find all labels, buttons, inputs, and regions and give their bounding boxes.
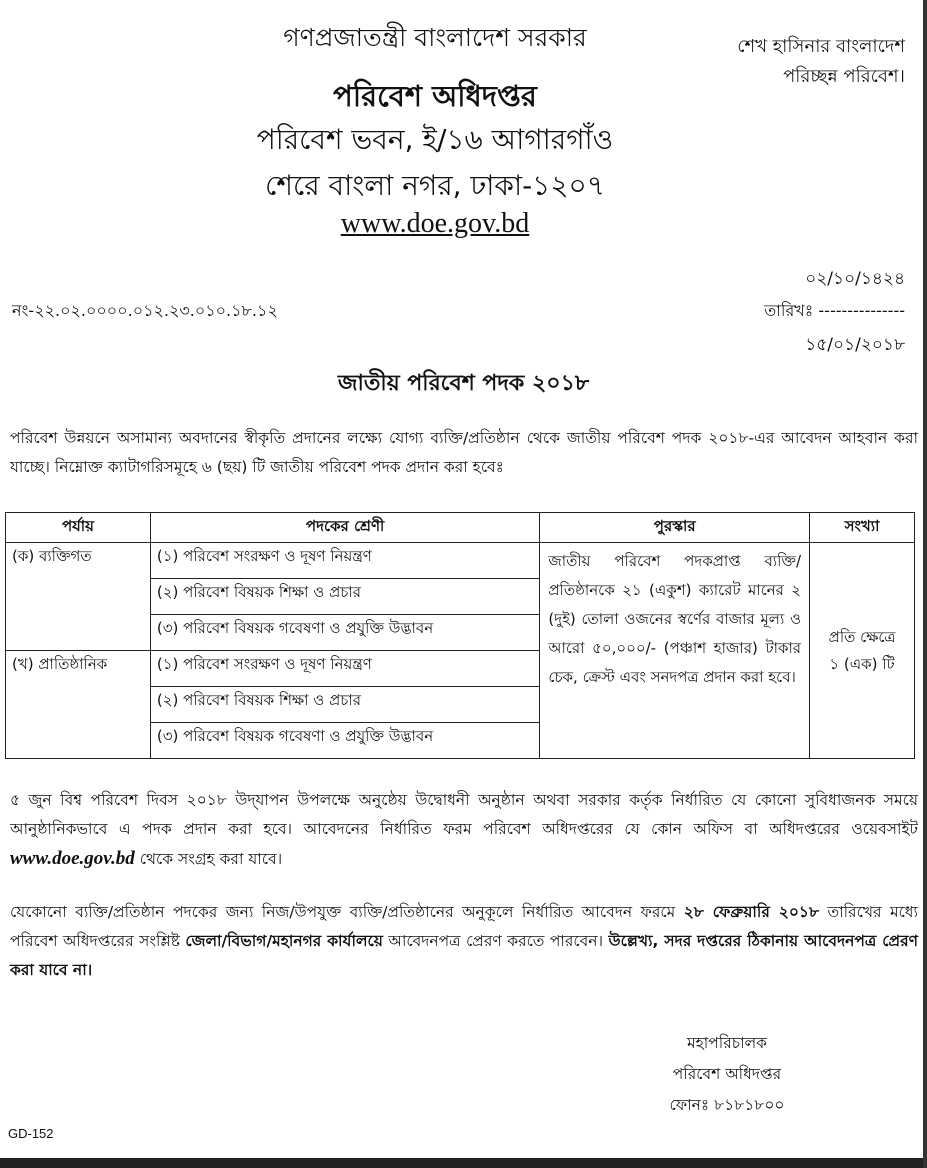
- notice-title: জাতীয় পরিবেশ পদক ২০১৮: [337, 371, 590, 396]
- category-cell: (৩) পরিবেশ বিষয়ক গবেষণা ও প্রযুক্তি উদ্ভাবন: [150, 723, 539, 759]
- deadline-date: ২৮ ফেব্রুয়ারি ২০১৮: [683, 903, 820, 921]
- date-bangla: ০২/১০/১৪২৪: [805, 269, 905, 289]
- slogan-line-1: শেখ হাসিনার বাংলাদেশ: [737, 36, 905, 57]
- website-header: [0, 208, 870, 240]
- ceremony-text-end: থেকে সংগ্রহ করা যাবে।: [134, 850, 283, 868]
- department-name: পরিবেশ অধিদপ্তর: [333, 79, 537, 113]
- category-cell: (৩) পরিবেশ বিষয়ক গবেষণা ও প্রযুক্তি উদ্ভাবন: [150, 615, 539, 651]
- date-english: ১৫/০১/২০১৮: [805, 335, 905, 355]
- level-individual: (ক) ব্যক্তিগত: [6, 543, 151, 651]
- website-link[interactable]: www.doe.gov.bd: [340, 208, 530, 239]
- header-category: পদকের শ্রেণী: [150, 513, 539, 543]
- signatory-phone: ফোনঃ ৮১৮১৮০০: [669, 1096, 785, 1114]
- application-text-1: যেকোনো ব্যক্তি/প্রতিষ্ঠান পদকের জন্য নিজ/উপযুক্ত ব্যক্তি/প্রতিষ্ঠানের অনুকূলে নির্ধারিত আবেদন ফরমে: [10, 903, 684, 921]
- date-label: তারিখঃ ---------------: [764, 301, 905, 320]
- header-level: পর্যায়: [6, 513, 151, 543]
- slogan-line-2: পরিচ্ছন্ন পরিবেশ।: [783, 66, 905, 87]
- address-line-2: শেরে বাংলা নগর, ঢাকা-১২০৭: [265, 169, 605, 202]
- office-types: জেলা/বিভাগ/মহানগর কার্যালয়ে: [185, 932, 383, 950]
- government-name: গণপ্রজাতন্ত্রী বাংলাদেশ সরকার: [283, 23, 587, 52]
- application-paragraph: [10, 898, 918, 985]
- category-cell: (২) পরিবেশ বিষয়ক শিক্ষা ও প্রচার: [150, 687, 539, 723]
- signature-block: [627, 1028, 827, 1121]
- scan-border-bottom: [0, 1158, 927, 1168]
- count-cell: [810, 543, 915, 759]
- header-prize: পুরস্কার: [540, 513, 810, 543]
- signatory-designation: মহাপরিচালক: [687, 1034, 767, 1052]
- table-header-row: [6, 513, 915, 543]
- table-row: [6, 543, 915, 579]
- address-line-1: পরিবেশ ভবন, ই/১৬ আগারগাঁও: [256, 123, 614, 156]
- ceremony-text: ৫ জুন বিশ্ব পরিবেশ দিবস ২০১৮ উদ্‌যাপন উপলক্ষে অনুষ্ঠেয় উদ্বোধনী অনুষ্ঠান অথবা সরকার কর্তৃক নির্ধারিত যে কোনো সুবিধাজনক সময়ে আনুষ্ঠানিকভাবে এ পদক প্রদান করা হবে। আবেদনের নির্ধারিত ফরম পরিবেশ অধিদপ্তরের যে কোন অফিস বা অধিদপ্তরের ওয়েবসাইট: [10, 791, 918, 838]
- category-cell: (১) পরিবেশ সংরক্ষণ ও দূষণ নিয়ন্ত্রণ: [150, 651, 539, 687]
- gd-code: GD-152: [8, 1126, 54, 1141]
- category-cell: (২) পরিবেশ বিষয়ক শিক্ষা ও প্রচার: [150, 579, 539, 615]
- award-table: [5, 512, 915, 759]
- scan-border-right: [923, 0, 927, 1168]
- intro-paragraph: পরিবেশ উন্নয়নে অসামান্য অবদানের স্বীকৃতি প্রদানের লক্ষ্যে যোগ্য ব্যক্তি/প্রতিষ্ঠান থেকে জাতীয় পরিবেশ পদক ২০১৮-এর আবেদন আহবান করা যাচ্ছে। নিম্নোক্ত ক্যাটাগরিসমূহে ৬ (ছয়) টি জাতীয় পরিবেশ পদক প্রদান করা হবেঃ: [10, 429, 918, 476]
- signatory-office: পরিবেশ অধিদপ্তর: [672, 1065, 782, 1083]
- memo-number: নং-২২.০২.০০০০.০১২.২৩.০১০.১৮.১২: [12, 301, 278, 320]
- application-text-3: আবেদনপত্র প্রেরণ করতে পারবেন।: [382, 932, 609, 950]
- category-cell: (১) পরিবেশ সংরক্ষণ ও দূষণ নিয়ন্ত্রণ: [150, 543, 539, 579]
- ceremony-paragraph: [10, 786, 918, 874]
- prize-description: জাতীয় পরিবেশ পদকপ্রাপ্ত ব্যক্তি/প্রতিষ্ঠানকে ২১ (একুশ) ক্যারেট মানের ২ (দুই) তোলা ওজনের স্বর্ণের বাজার মূল্য ও আরো ৫০,০০০/- (পঞ্চাশ হাজার) টাকার চেক, ক্রেস্ট এবং সনদপত্র প্রদান করা হবে।: [540, 543, 810, 759]
- headquarters-warning: উল্লেখ্য, সদর দপ্তরের ঠিকানায় আবেদনপত্র প্রেরণ করা যাবে না।: [10, 932, 918, 979]
- count-line-2: ১ (এক) টি: [829, 654, 895, 673]
- header-count: সংখ্যা: [810, 513, 915, 543]
- level-institutional: (খ) প্রাতিষ্ঠানিক: [6, 651, 151, 759]
- count-line-1: প্রতি ক্ষেত্রে: [828, 627, 896, 646]
- application-text-2: তারিখের মধ্যে পরিবেশ অধিদপ্তরের সংশ্লিষ্ট: [10, 903, 918, 950]
- website-inline-link[interactable]: www.doe.gov.bd: [10, 848, 135, 869]
